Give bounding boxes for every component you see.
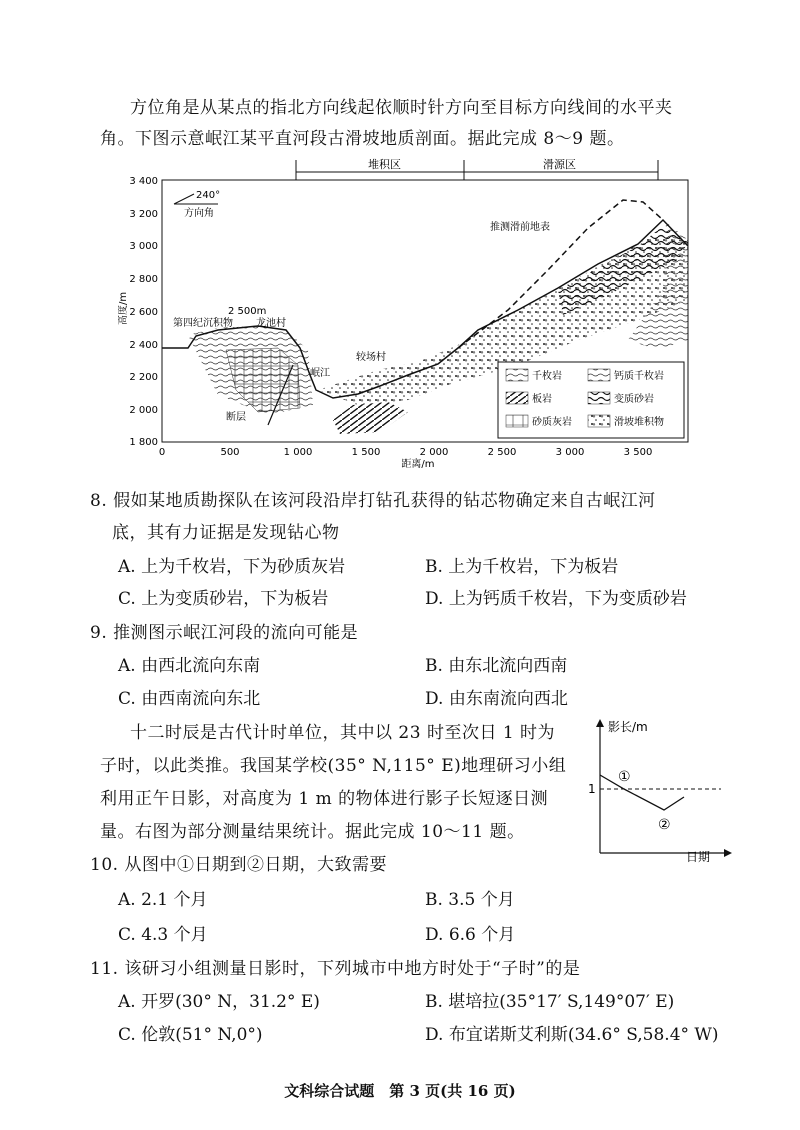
y-tick-label: 1 800	[129, 437, 158, 448]
legend-label: 变质砂岩	[614, 394, 654, 405]
y-tick-label: 2 200	[129, 372, 158, 383]
reference-value-label: 1	[588, 782, 596, 796]
legend-swatch-limestone	[506, 415, 528, 427]
y-tick-label: 3 000	[129, 241, 158, 252]
legend	[498, 362, 684, 438]
y-axis	[118, 176, 158, 448]
y-tick-label: 2 800	[129, 274, 158, 285]
x-axis-label: 日期	[686, 850, 711, 864]
intro-line-2: 角。下图示意岷江某平直河段古滑坡地质剖面。据此完成 8～9 题。	[100, 129, 625, 149]
q11-option-c: C. 伦敦(51° N,0°)	[118, 1025, 263, 1045]
q8-stem-line-1: 8. 假如某地质勘探队在该河段沿岸打钻孔获得的钻芯物确定来自古岷江河	[90, 491, 656, 511]
passage2-line-3: 利用正午日影，对高度为 1 m 的物体进行影子长短逐日测	[100, 789, 549, 809]
q9-stem: 9. 推测图示岷江河段的流向可能是	[90, 623, 359, 643]
q9-option-a: A. 由西北流向东南	[118, 656, 261, 676]
page-footer: 文科综合试题 第 3 页(共 16 页)	[284, 1082, 516, 1100]
q10-option-d: D. 6.6 个月	[425, 925, 516, 945]
q10-option-a: A. 2.1 个月	[118, 890, 208, 910]
legend-label: 钙质千枚岩	[614, 371, 664, 382]
q11-option-b: B. 堪培拉(35°17′ S,149°07′ E)	[425, 992, 675, 1012]
legend-swatch-landslide	[588, 415, 610, 427]
legend-label: 板岩	[532, 394, 552, 405]
q9-option-c: C. 由西南流向东北	[118, 689, 261, 709]
q10-option-b: B. 3.5 个月	[425, 890, 515, 910]
legend-swatch-metasandstone	[588, 392, 610, 404]
pre-slide-surface-label: 推测滑前地表	[490, 222, 550, 233]
legend-label: 砂质灰岩	[532, 417, 572, 428]
azimuth-indicator	[174, 190, 220, 219]
legend-swatch-phyllite	[506, 369, 528, 381]
village-longchi-label: 龙池村	[256, 318, 286, 329]
legend-swatch-slate	[506, 392, 528, 404]
y-tick-label: 2 600	[129, 307, 158, 318]
slate-wedge	[333, 402, 408, 434]
legend-label: 千枚岩	[532, 371, 562, 382]
intro-line-1: 方位角是从某点的指北方向线起依顺时针方向至目标方向线间的水平夹	[130, 98, 673, 118]
q11-option-d: D. 布宜诺斯艾利斯(34.6° S,58.4° W)	[425, 1025, 719, 1045]
q8-option-d: D. 上为钙质千枚岩，下为变质砂岩	[425, 589, 687, 609]
q8-stem-line-2: 底，其有力证据是发现钻心物	[112, 523, 340, 543]
q8-option-c: C. 上为变质砂岩，下为板岩	[118, 589, 329, 609]
x-tick-label: 1 000	[283, 447, 313, 458]
x-axis-arrow	[724, 849, 732, 857]
y-tick-label: 3 400	[129, 176, 158, 187]
passage2-line-4: 量。右图为部分测量结果统计。据此完成 10～11 题。	[100, 822, 525, 842]
shadow-length-curve	[600, 775, 684, 810]
azimuth-label: 方向角	[184, 208, 214, 219]
village-jiaochang-label: 较场村	[356, 352, 386, 363]
q8-option-a: A. 上为千枚岩，下为砂质灰岩	[118, 557, 346, 577]
y-tick-label: 2 400	[129, 340, 158, 351]
q11-stem: 11. 该研习小组测量日影时，下列城市中地方时处于“子时”的是	[90, 959, 581, 979]
x-tick-label: 0	[158, 447, 166, 458]
y-tick-label: 3 200	[129, 209, 158, 220]
x-axis-label: 距离/m	[401, 459, 435, 470]
q8-option-b: B. 上为千枚岩，下为板岩	[425, 557, 619, 577]
elevation-label: 2 500m	[228, 306, 267, 317]
q10-option-c: C. 4.3 个月	[118, 925, 208, 945]
zone-deposit-label: 堆积区	[368, 158, 401, 171]
point-1-label: ①	[618, 769, 631, 785]
x-tick-label: 3 500	[623, 447, 653, 458]
y-axis-label: 高度/m	[118, 291, 129, 325]
x-tick-label: 2 000	[419, 447, 449, 458]
y-axis-arrow	[596, 719, 604, 727]
azimuth-value: 240°	[196, 190, 221, 201]
passage2-line-1: 十二时辰是古代计时单位，其中以 23 时至次日 1 时为	[130, 723, 556, 743]
q10-stem: 10. 从图中①日期到②日期，大致需要	[90, 855, 387, 875]
zone-source-label: 滑源区	[543, 158, 576, 171]
quaternary-deposit-label: 第四纪沉积物	[173, 318, 233, 329]
azimuth-arrow	[174, 194, 194, 204]
passage2-line-2: 子时，以此类推。我国某学校(35° N,115° E)地理研习小组	[100, 756, 567, 776]
legend-swatch-calc-phyllite	[588, 369, 610, 381]
x-tick-label: 500	[220, 447, 240, 458]
x-tick-label: 1 500	[351, 447, 381, 458]
shadow-length-graph	[586, 715, 736, 865]
fault-label: 断层	[226, 412, 246, 423]
y-tick-label: 2 000	[129, 405, 158, 416]
x-axis	[159, 447, 653, 470]
q9-option-d: D. 由东南流向西北	[425, 689, 568, 709]
y-axis-label: 影长/m	[608, 720, 648, 734]
legend-label: 滑坡堆积物	[614, 417, 664, 428]
q11-option-a: A. 开罗(30° N，31.2° E)	[118, 992, 320, 1012]
point-2-label: ②	[658, 817, 671, 833]
x-tick-label: 3 000	[555, 447, 585, 458]
q9-option-b: B. 由东北流向西南	[425, 656, 568, 676]
river-label: 岷江	[310, 368, 330, 379]
geological-profile-figure	[118, 150, 698, 472]
x-tick-label: 2 500	[487, 447, 517, 458]
